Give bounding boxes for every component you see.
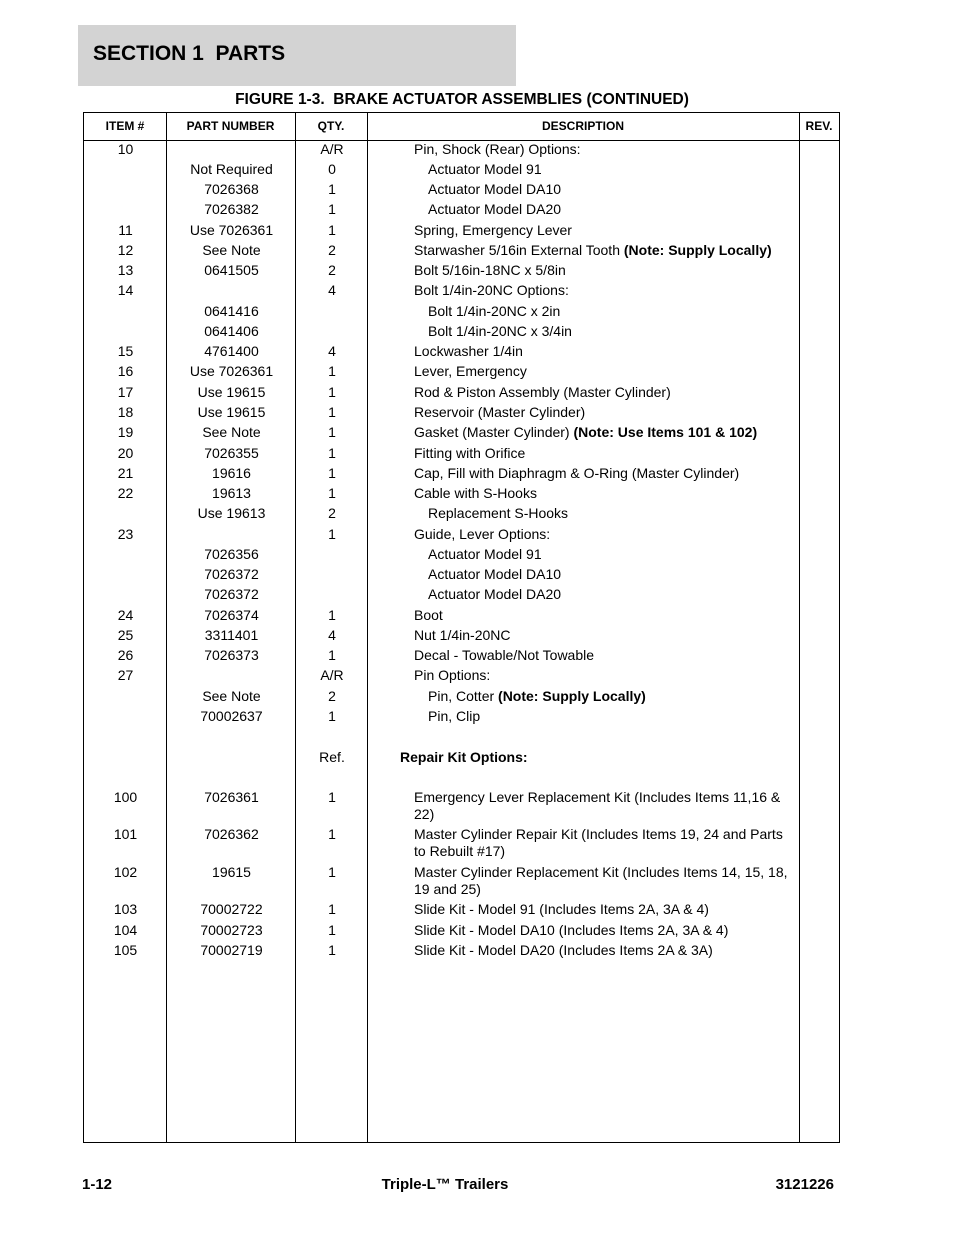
description: [414, 222, 792, 239]
description-text: Decal - Towable/Not Towable: [414, 647, 595, 663]
part-number: 7026382: [204, 201, 259, 217]
part-number: Use 7026361: [189, 363, 274, 379]
part-number: Use 19615: [197, 404, 266, 420]
description-text: Boot: [414, 607, 443, 623]
description: [428, 708, 792, 725]
quantity: 1: [328, 864, 336, 880]
header-part-number: PART NUMBER: [186, 119, 275, 133]
parts-table: [83, 112, 840, 1143]
item-number: 103: [113, 901, 138, 917]
part-number: 70002723: [200, 922, 263, 938]
description-text: Actuator Model DA10: [428, 181, 562, 197]
item-number: 23: [117, 526, 134, 542]
part-number: 7026355: [204, 445, 259, 461]
description-note: (Note: Supply Locally): [498, 688, 646, 704]
description-text: Slide Kit - Model DA10 (Includes Items 2A, 3A & 4): [414, 922, 729, 938]
description: [428, 546, 792, 563]
item-number: 101: [113, 826, 138, 842]
description: [414, 141, 792, 158]
figure-title: FIGURE 1-3. BRAKE ACTUATOR ASSEMBLIES (CONTINUED): [235, 91, 689, 108]
description: [428, 586, 792, 603]
description-note: (Note: Supply Locally): [623, 242, 772, 258]
header-rev: REV.: [805, 119, 833, 133]
description-text: Spring, Emergency Lever: [414, 222, 572, 238]
description-text: Actuator Model 91: [428, 161, 542, 177]
quantity: 1: [328, 826, 336, 842]
description: [414, 789, 792, 823]
description: [428, 505, 792, 522]
header-item: ITEM #: [105, 119, 145, 133]
quantity: 1: [328, 789, 336, 805]
item-number: 20: [117, 445, 134, 461]
part-number: Use 19615: [197, 384, 266, 400]
item-number: 19: [117, 424, 134, 440]
item-number: 22: [117, 485, 134, 501]
description-note: (Note: Use Items 101 & 102): [573, 424, 758, 440]
description: [414, 607, 792, 624]
quantity: 4: [328, 282, 336, 298]
quantity: 1: [328, 465, 336, 481]
quantity: 4: [328, 343, 336, 359]
description: [414, 526, 792, 543]
description-text: Bolt 5/16in-18NC x 5/8in: [414, 262, 566, 278]
item-number: 15: [117, 343, 134, 359]
description: [414, 242, 792, 259]
quantity: 1: [328, 445, 336, 461]
description-text: Reservoir (Master Cylinder): [414, 404, 586, 420]
description-text: Cable with S-Hooks: [414, 485, 537, 501]
description-text: Nut 1/4in-20NC: [414, 627, 511, 643]
description: [414, 942, 792, 959]
quantity: A/R: [320, 141, 344, 157]
part-number: Use 19613: [197, 505, 266, 521]
item-number: 17: [117, 384, 134, 400]
part-number: 70002719: [200, 942, 263, 958]
description: [414, 262, 792, 279]
description: [414, 647, 792, 664]
description: [414, 864, 792, 898]
quantity: 1: [328, 526, 336, 542]
item-number: 11: [118, 222, 133, 238]
quantity: A/R: [320, 667, 344, 683]
description: [428, 181, 792, 198]
description: [414, 922, 792, 939]
quantity: 1: [328, 901, 336, 917]
description-text: Actuator Model DA10: [428, 566, 562, 582]
quantity: 1: [328, 363, 336, 379]
item-number: 25: [117, 627, 134, 643]
description-text: Pin, Clip: [428, 708, 481, 724]
quantity: 1: [328, 181, 336, 197]
quantity: 1: [328, 384, 336, 400]
part-number: 7026362: [204, 826, 259, 842]
description-text: Lockwasher 1/4in: [414, 343, 523, 359]
item-number: 10: [117, 141, 134, 157]
part-number: See Note: [202, 242, 261, 258]
column-divider: [799, 113, 800, 1142]
description: [414, 465, 792, 482]
description-text: Bolt 1/4in-20NC Options:: [414, 282, 569, 298]
item-number: 18: [117, 404, 134, 420]
part-number: See Note: [202, 424, 261, 440]
header-qty: QTY.: [317, 119, 345, 133]
description-text: Bolt 1/4in-20NC x 3/4in: [428, 323, 572, 339]
description: [414, 404, 792, 421]
part-number: 7026372: [204, 586, 259, 602]
item-number: 26: [117, 647, 134, 663]
item-number: 24: [117, 607, 134, 623]
description-text: Starwasher 5/16in External Tooth: [414, 242, 624, 258]
quantity: 1: [328, 942, 336, 958]
item-number: 102: [113, 864, 138, 880]
description-text: Actuator Model DA20: [428, 586, 562, 602]
description: [414, 445, 792, 462]
item-number: 12: [117, 242, 134, 258]
part-number: 19616: [212, 465, 251, 481]
part-number: 19613: [212, 485, 251, 501]
footer-product: Triple-L™ Trailers: [381, 1176, 509, 1193]
description-text: Actuator Model DA20: [428, 201, 562, 217]
quantity: 1: [328, 424, 336, 440]
description: [428, 303, 792, 320]
description-text: Slide Kit - Model 91 (Includes Items 2A, 3A & 4): [414, 901, 709, 917]
quantity: 0: [328, 161, 336, 177]
item-number: 27: [117, 667, 134, 683]
quantity: 2: [328, 242, 336, 258]
description: [414, 282, 792, 299]
quantity: 1: [328, 222, 336, 238]
description-text: Master Cylinder Replacement Kit (Includes Items 14, 15, 18, 19 and 25): [414, 864, 792, 897]
part-number: 7026368: [204, 181, 259, 197]
quantity: 1: [328, 708, 336, 724]
description-text: Replacement S-Hooks: [428, 505, 569, 521]
description: [428, 688, 792, 705]
quantity: 1: [328, 647, 336, 663]
description-text: Bolt 1/4in-20NC x 2in: [428, 303, 561, 319]
part-number: 7026372: [204, 566, 259, 582]
description-text: Pin, Shock (Rear) Options:: [414, 141, 581, 157]
quantity: 1: [328, 922, 336, 938]
quantity: 1: [328, 201, 336, 217]
description-text: Pin Options:: [414, 667, 491, 683]
part-number: Not Required: [190, 161, 273, 177]
description: [428, 161, 792, 178]
quantity: 4: [328, 627, 336, 643]
description-text: Master Cylinder Repair Kit (Includes Items 19, 24 and Parts to Rebuilt #17): [414, 826, 787, 859]
description: [414, 343, 792, 360]
part-number: 70002722: [200, 901, 263, 917]
item-number: 100: [113, 789, 138, 805]
quantity: 1: [328, 607, 336, 623]
description-note: Repair Kit Options:: [400, 749, 528, 765]
quantity: 1: [328, 404, 336, 420]
part-number: 19615: [212, 864, 251, 880]
part-number: 7026361: [204, 789, 259, 805]
quantity: 1: [328, 485, 336, 501]
description: [428, 323, 792, 340]
part-number: 7026356: [204, 546, 259, 562]
quantity: Ref.: [319, 749, 345, 765]
description: [400, 749, 778, 766]
part-number: 0641406: [204, 323, 259, 339]
description: [414, 667, 792, 684]
quantity: 2: [328, 505, 336, 521]
part-number: 7026374: [204, 607, 259, 623]
description-text: Cap, Fill with Diaphragm & O-Ring (Master Cylinder): [414, 465, 740, 481]
part-number: 0641416: [204, 303, 259, 319]
description: [414, 384, 792, 401]
item-number: 104: [113, 922, 138, 938]
quantity: 2: [328, 262, 336, 278]
description: [414, 363, 792, 380]
description: [414, 901, 792, 918]
footer-doc-number: 3121226: [775, 1176, 834, 1193]
part-number: 7026373: [204, 647, 259, 663]
part-number: 70002637: [200, 708, 263, 724]
description-text: Lever, Emergency: [414, 363, 527, 379]
part-number: 3311401: [204, 627, 259, 643]
item-number: 21: [117, 465, 134, 481]
description-text: Slide Kit - Model DA20 (Includes Items 2A & 3A): [414, 942, 713, 958]
item-number: 16: [117, 363, 134, 379]
description-text: Pin, Cotter: [428, 688, 499, 704]
part-number: 4761400: [204, 343, 259, 359]
item-number: 13: [117, 262, 134, 278]
part-number: Use 7026361: [189, 222, 274, 238]
header-description: DESCRIPTION: [541, 119, 624, 133]
item-number: 105: [113, 942, 138, 958]
description-text: Actuator Model 91: [428, 546, 542, 562]
item-number: 14: [117, 282, 134, 298]
quantity: 2: [328, 688, 336, 704]
description: [428, 201, 792, 218]
part-number: 0641505: [204, 262, 259, 278]
part-number: See Note: [202, 688, 261, 704]
description-text: Rod & Piston Assembly (Master Cylinder): [414, 384, 671, 400]
description-text: Emergency Lever Replacement Kit (Includes Items 11,16 & 22): [414, 789, 785, 822]
description: [428, 566, 792, 583]
description: [414, 826, 792, 860]
description-text: Fitting with Orifice: [414, 445, 526, 461]
section-title: SECTION 1 PARTS: [93, 42, 286, 65]
description: [414, 627, 792, 644]
description: [414, 485, 792, 502]
description-text: Guide, Lever Options:: [414, 526, 551, 542]
footer-page-number: 1-12: [82, 1176, 113, 1193]
description: [414, 424, 792, 441]
description-text: Gasket (Master Cylinder): [414, 424, 574, 440]
